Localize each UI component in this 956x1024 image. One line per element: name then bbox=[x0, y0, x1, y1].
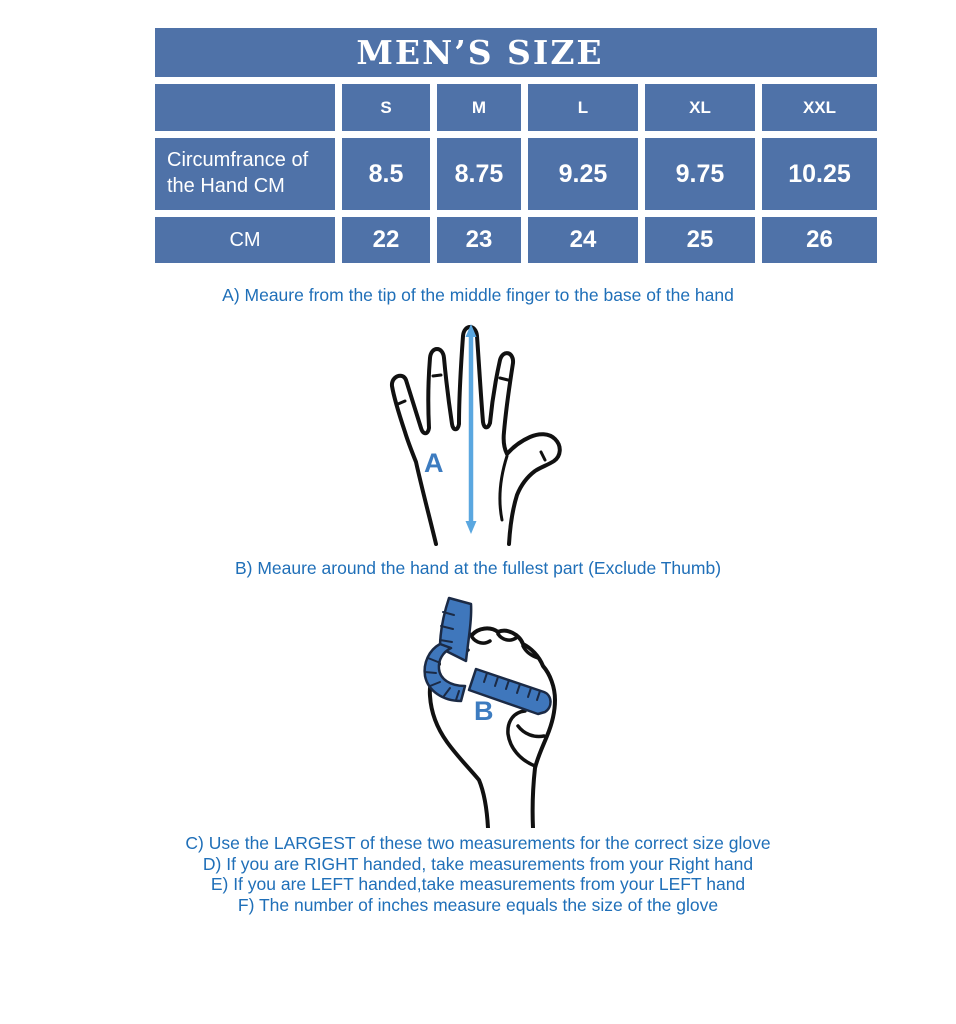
row-circumference-label: Circumfrance of the Hand CM bbox=[155, 138, 335, 210]
circumference-value-l: 9.25 bbox=[528, 138, 638, 210]
footer-instructions bbox=[0, 833, 956, 915]
size-header-xxl: XXL bbox=[762, 84, 877, 131]
size-header-l: L bbox=[528, 84, 638, 131]
row-cm-label: CM bbox=[155, 217, 335, 263]
cm-value-m: 23 bbox=[437, 217, 521, 263]
size-header-empty bbox=[155, 84, 335, 131]
circumference-value-m: 8.75 bbox=[437, 138, 521, 210]
instruction-b: B) Meaure around the hand at the fullest part (Exclude Thumb) bbox=[234, 558, 722, 578]
instruction-f: F) The number of inches measure equals the size of the glove bbox=[237, 894, 719, 915]
cm-value-l: 24 bbox=[528, 217, 638, 263]
open-hand-diagram bbox=[372, 314, 564, 546]
instruction-a: A) Meaure from the tip of the middle finger to the base of the hand bbox=[222, 285, 734, 305]
open-hand-outline bbox=[392, 327, 560, 544]
cm-value-s: 22 bbox=[342, 217, 430, 263]
circumference-value-s: 8.5 bbox=[342, 138, 430, 210]
instruction-c: C) Use the LARGEST of these two measurements for the correct size glove bbox=[185, 833, 771, 853]
size-header-m: M bbox=[437, 84, 521, 131]
circumference-value-xxl: 10.25 bbox=[762, 138, 877, 210]
cm-value-xxl: 26 bbox=[762, 217, 877, 263]
circumference-value-xl: 9.75 bbox=[645, 138, 755, 210]
diagram-label-a: A bbox=[424, 448, 444, 478]
fist-diagram bbox=[392, 590, 572, 828]
table-title: MEN’S SIZE bbox=[356, 33, 604, 72]
cm-value-xl: 25 bbox=[645, 217, 755, 263]
instruction-d: D) If you are RIGHT handed, take measurements from your Right hand bbox=[202, 853, 754, 874]
size-header-s: S bbox=[342, 84, 430, 131]
table-title-cell bbox=[155, 28, 877, 77]
diagram-label-b: B bbox=[474, 696, 494, 726]
mens-size-table bbox=[155, 28, 877, 263]
instruction-e: E) If you are LEFT handed,take measurements from your LEFT hand bbox=[210, 874, 746, 895]
size-header-xl: XL bbox=[645, 84, 755, 131]
